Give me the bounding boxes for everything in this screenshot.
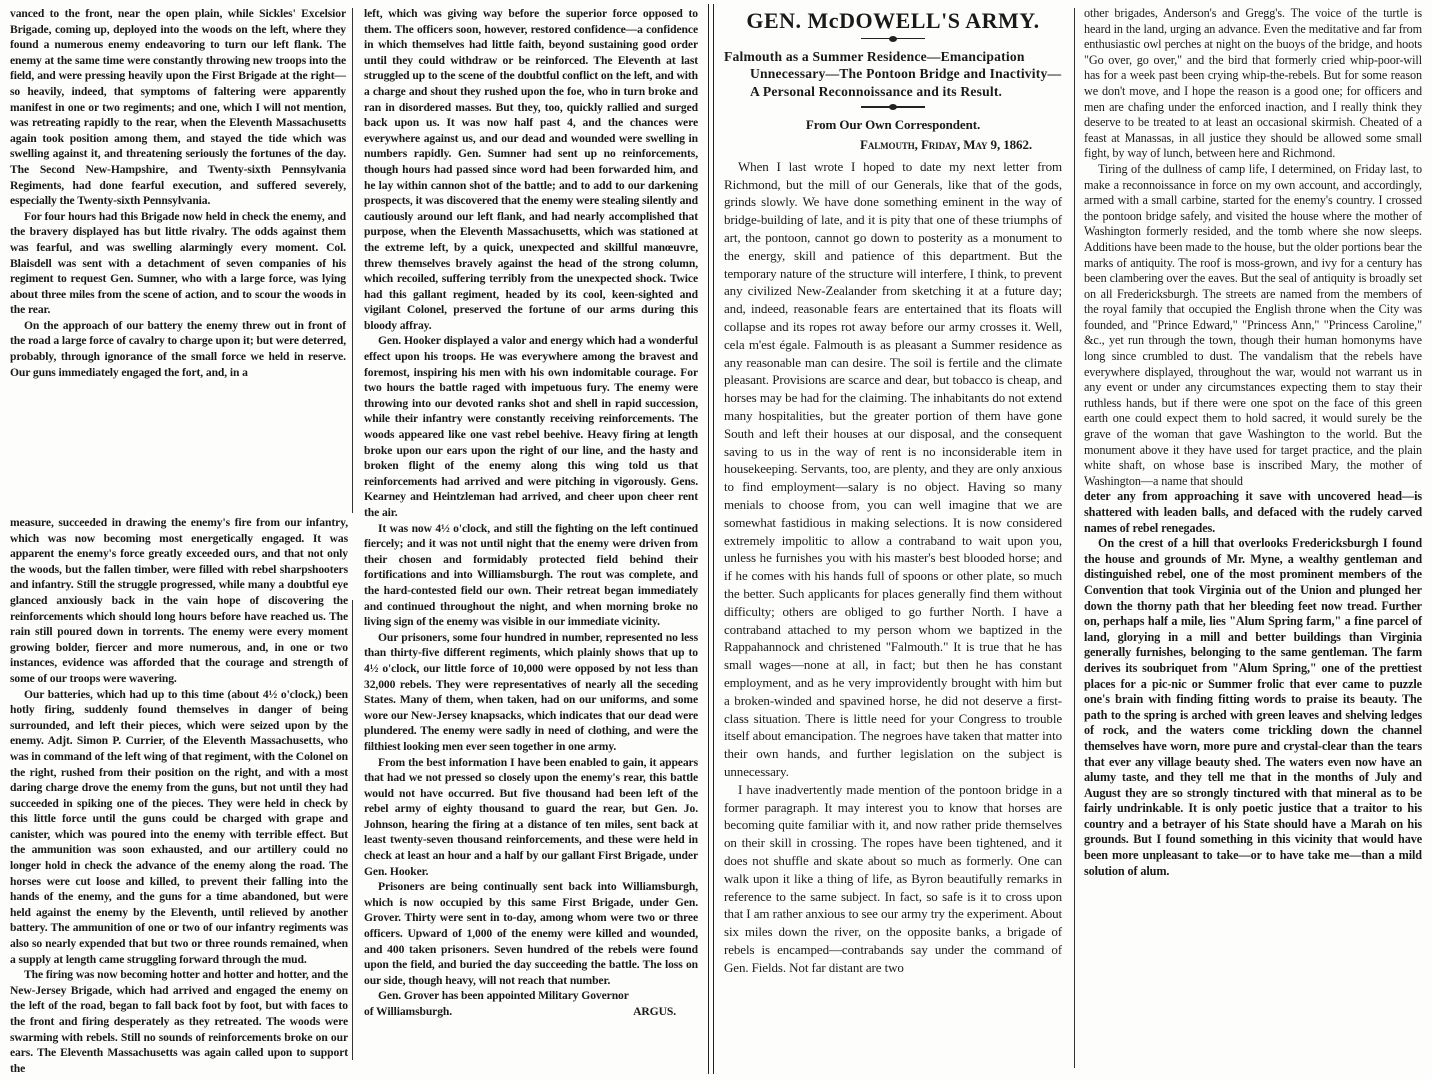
paragraph: Prisoners are being continually sent back into Williamsburgh, which is now occupied by this same First Brigade, under Gen. Grover. Thirty were sent in to-day, among whom were two or three officers. Upward of 1,000 of the enemy were killed and wounded, and 400 taken prisoners. Seven hundred of the rebels were found upon the field, and buried the day succeeding the battle. The loss on our side, though heavy, will not reach that number. [364, 880, 698, 987]
column-divider [1074, 8, 1075, 1068]
dateline: Falmouth, Friday, May 9, 1862. [860, 137, 1032, 153]
paragraph: On the crest of a hill that overlooks Fredericksburgh I found the house and grounds of Mr. Myne, a wealthy gentleman and distinguished rebel, one of the most prominent members of the Convention that took Virginia out of the Union and plunged her down the thorny path that her bleeding feet now tread. Further on, perhaps half a mile, lies "Alum Spring farm," a fine parcel of land, glorying in a mill and better buildings than Virginia generally furnishes, belonging to the same gentleman. The farm derives its soubriquet from "Alum Spring," one of the prettiest places for a pic-nic or Summer frolic that ever came to puzzle one's brain with finding fitting words to praise its beauty. The path to the spring is arched with green leaves and shelving ledges of rock, and the waters come trickling down the channel themselves have worn, more pure and crystal-clear than the tears that ever any village beauty shed. The waters even now have an alumy taste, and they tell me that in the months of July and August they are so strongly tinctured with that mineral as to be fairly undrinkable. It is only poetic justice that a traitor to his country and a betrayer of his State should have a Marah on his grounds. But I found something in this vicinity that would have been more unpleasant to take—or to have take me—than a mild solution of alum. [1084, 536, 1422, 878]
paragraph: It was now 4½ o'clock, and still the fighting on the left continued fiercely; and it was not until night that the enemy were driven from their chosen and formidably protected field behind their fortifications and into Williamsburgh. The rout was complete, and the hard-contested field our own. Their retreat began immediately and continued throughout the night, and when morning broke no living sign of the enemy was visible in our immediate vicinity. [364, 521, 698, 629]
paragraph: deter any from approaching it save with uncovered head—is shattered with leaden balls, and defaced with the rudely carved names of rebel renegades. [1084, 489, 1422, 535]
article-subheadline: Falmouth as a Summer Residence—Emancipation Unnecessary—The Pontoon Bridge and Inactivity—A Personal Reconnoissance and its Result. [724, 48, 1062, 99]
column-3 [724, 6, 1062, 977]
column-1-lower [10, 515, 348, 1076]
column-divider-double [708, 4, 714, 1074]
column-1-upper [10, 6, 346, 380]
paragraph: vanced to the front, near the open plain, while Sickles' Excelsior Brigade, coming up, deployed into the woods on the left, where they found a numerous enemy endeavoring to turn our left flank. The enemy at the same time were constantly throwing new troops into the field, and were pressing heavily upon the First Brigade at the right—so heavily, indeed, that symptoms of faltering were apparently manifest in one or two regiments; and one, which I will not mention, was retreating rapidly to the rear, when the Eleventh Massachusetts again took position among them, and stayed the tide which was swelling against it, and threatening seriously the fortunes of the day. The Second New-Hampshire, and Twenty-sixth Pennsylvania Regiments, had done fearful execution, and suffered severely, especially the Twenty-sixth Pennsylvania. [10, 7, 346, 208]
author-signature: ARGUS. [633, 1005, 676, 1018]
paragraph: When I last wrote I hoped to date my next letter from Richmond, but the mill of our Generals, like that of the gods, grinds slowly. We have done something eminent in the way of bridge-building of late, and it is pity that one of these triumphs of art, the pontoon, cannot go down to posterity as a monument to the energy, skill and patience of this department. But the temporary nature of the structure will interfere, I think, to prevent any civilized New-Zealander from sketching it at a future day; and, indeed, reasonable fears are entertained that its floats will collapse and its ropes rot away before our army crosses it. Well, cela m'est égale. Falmouth is as pleasant a Summer residence as any reasonable man can desire. The soil is fertile and the climate pleasant. Provisions are scarce and dear, but tobacco is cheap, and horses may be had for the claiming. The inhabitants do not extend many hospitalities, but the greater portion of them have gone South and left their houses at our disposal, and the consequent saving to us in the way of rent is no inconsiderable item in housekeeping. Servants, too, are plenty, and they are only anxious to find employment—salary is no object. Having so many menials to choose from, you can well imagine that we are somewhat fastidious in making selections. It is now considered extremely impolitic to allow a contraband to wait upon you, unless he furnishes you with his master's best blooded horse; and if he comes with his hands full of spoons or other plate, so much the better. Such applicants for places generally find them without difficulty; others are obliged to go further North. I have a contraband attached to my person whom we baptized in the Rappahannock and christened "Falmouth." It is true that he has small wages—none at all, in fact; but then he has constant employment, and as he very improvidently brought with him but a broken-winded and spavined horse, he did not deserve a first-class situation. There is little need for your Congress to trouble itself about emancipation. The negroes have taken that matter into their own hands, and further legislation on the subject is unnecessary. [724, 158, 1062, 779]
paragraph: measure, succeeded in drawing the enemy's fire from our infantry, which was now becoming most energetically engaged. It was apparent the enemy's force greatly exceeded ours, and that not only the woods, but the fallen timber, were filled with rebel sharpshooters and infantry. Still the struggle progressed, while many a doubtful eye glanced anxiously back in the vain hope of discovering the reinforcements which should long hours before have reached us. The rain still poured down in torrents. The enemy were every moment growing bolder, fiercer and more numerous, and, in one or two instances, evidence was afforded that the courage and strength of some of our troops were wavering. [10, 516, 348, 685]
paragraph: Tiring of the dullness of camp life, I determined, on Friday last, to make a reconnoissance in force on my own account, and accordingly, armed with a small carbine, started for the enemy's country. I crossed the pontoon bridge safely, and visited the house where the mother of Washington formerly resided, and the tomb where she now sleeps. Additions have been made to the house, but the older portions bear the marks of antiquity. The roof is moss-grown, and ivy for a century has been clambering over the eaves. But the seal of antiquity is broadly set on all Fredericksburgh. The streets are named from the members of the royal family that occupied the English throne when the City was founded, and "Prince Edward," "Princess Ann," "Princess Caroline," &c., yet run through the town, though their human homonyms have long since crumbled to dust. The vandalism that the rebels have everywhere displayed, throughout the war, would not warrant us in any event or under any circumstances expecting them to stay their ruthless hands, but if there were one spot on the face of this green earth one could expect them to hold sacred, it would surely be the grave of the woman that gave Washington to the world. But the monument above it they have used for target practice, and the plain white shaft, on whose base is inscribed Mary, the mother of Washington—a name that should [1084, 161, 1422, 488]
byline: From Our Own Correspondent. [805, 117, 981, 133]
paragraph: From the best information I have been enabled to gain, it appears that had we not pressed so closely upon the enemy's rear, this battle would not have occurred. But five thousand had been left of the rebel army of eighty thousand to guard the rear, but Gen. Jo. Johnson, hearing the firing at a distance of ten miles, sent back at least twenty-seven thousand reinforcements, and these were held in check at least an hour and a half by our gallant First Brigade, under Gen. Hooker. [364, 755, 698, 878]
paragraph: other brigades, Anderson's and Gregg's. The voice of the turtle is heard in the land, urging an advance. Even the meditative and far from enthusiastic owl perches at night on the buoys of the bridge, and hoots "Go over, go over," and the bird that formerly cried whip-poor-will has for a week past been crying whip-the-rebels. But for some reason we don't move, and I hope the reason is a good one; for officers and men are chafing under the enforced inaction, and I really think they deserve to be treated to at least an occasional skirmish. Cheated of a feast at Manassas, in all justice they should be allowed some small fight, by way of lunch, between here and Richmond. [1084, 6, 1422, 161]
paragraph: Gen. Grover has been appointed Military Governor [378, 989, 629, 1003]
ornamental-rule [861, 104, 925, 110]
ornamental-rule [861, 36, 925, 42]
column-2 [364, 6, 698, 1020]
paragraph: On the approach of our battery the enemy threw out in front of the road a large force of cavalry to charge upon it; but were deterred, probably, through ignorance of the small force we held in reserve. Our guns immediately engaged the fort, and, in a [10, 318, 346, 379]
paragraph: Our batteries, which had up to this time (about 4½ o'clock,) been hotly firing, suddenly found themselves in danger of being surrounded, and left their pieces, which were seized upon by the enemy. Adjt. Simon P. Currier, of the Eleventh Massachusetts, who was in command of the left wing of that regiment, with the Colonel on the right, rushed from their position on the right, and with a most daring charge drove the enemy from the guns, but not until they had succeeded in spiking one of the pieces. They were held in check by this little force until the guns could be charged with grape and canister, which was poured into the enemy with terrible effect. But the ammunition was soon exhausted, and our artillery could no longer hold in check the advance of the enemy along the road. The horses were cut loose and killed, to prevent their falling into the hands of the enemy, and the guns for a time abandoned, but were held against the enemy by the Eleventh, until relieved by another battery. The ammunition of one or two of our infantry regiments was also so nearly expended that but two or three rounds remained, when a supply at length came struggling forward through the mud. [10, 687, 348, 966]
paragraph: left, which was giving way before the superior force opposed to them. The officers soon, however, restored confidence—a confidence in which themselves had little faith, beyond sustaining good order until they could withdraw or be reinforced. The Eleventh at last struggled up to the scene of the doubtful conflict on the left, and with a charge and shout they rushed upon the foe, who in turn broke and ran in disordered masses. But they, too, quickly rallied and surged back upon us. It was now half past 4, and the chances were everywhere against us, and our dead and wounded were swelling in numbers rapidly. Gen. Sumner had sent up no reinforcements, though hours had passed since word had been forwarded him, and he lay within cannon shot of the battle; and to add to our darkening prospects, it was discovered that the enemy were stealing silently and cautiously around our left flank, and had nearly accomplished that purpose, when the Eleventh Massachusetts, which was stationed at the extreme left, by a quick, unexpected and skillful manœuvre, threw themselves bravely against the head of the strong column, which recoiled, suffering terribly from the unexpected shock. Twice had this gallant regiment, headed by its cool, keen-sighted and vigilant Colonel, preserved the fortune of our arms during this bloody affray. [364, 7, 698, 332]
article-headline: GEN. McDOWELL'S ARMY. [746, 8, 1040, 33]
paragraph: Our prisoners, some four hundred in number, represented no less than thirty-five different regiments, which plainly shows that up to 4½ o'clock, our little force of 10,000 were opposed by not less than 32,000 rebels. They were representatives of nearly all the seceding States. Many of them, when taken, had on our uniforms, and some wore our New-Jersey knapsacks, which indicates that our dead were plundered. The enemy were sadly in need of clothing, and were the filthiest looking men ever seen together in one army. [364, 630, 698, 753]
paragraph: Gen. Hooker displayed a valor and energy which had a wonderful effect upon his troops. He was everywhere among the bravest and foremost, inspiring his men with his own indomitable courage. For two hours the battle raged with impetuous fury. The enemy were throwing into our devoted ranks shot and shell in rapid succession, while their infantry were constantly receiving reinforcements. The woods appeared like one vast rebel beehive. Heavy firing at length broke upon our ears upon the right of our line, and the hasty and broken flight of the enemy along this wing told us that reinforcements had arrived and were pitching in vigorously. Gens. Kearney and Heintzleman had arrived, and cheer upon cheer rent the air. [364, 334, 698, 519]
paragraph: I have inadvertently made mention of the pontoon bridge in a former paragraph. It may interest you to know that horses are becoming quite familiar with it, and now rather pride themselves on their skill in crossing. The ropes have been tightened, and it does not shuffle and skate about so much as formerly. One can walk upon it like a thing of life, as Byron beautifully remarks in reference to the same subject. In fact, so safe is it to cross upon that I am rather anxious to see our army try the experiment. About six miles down the river, on the opposite banks, a brigade of rebels is encamped—contrabands say under the command of Gen. Fields. Not far distant are two [724, 781, 1062, 975]
column-divider [352, 8, 353, 513]
column-4 [1084, 6, 1422, 879]
signature-row [364, 1004, 698, 1020]
paragraph: For four hours had this Brigade now held in check the enemy, and the bravery displayed has but little rivalry. The odds against them was fearful, and was swelling alarmingly every moment. Col. Blaisdell was sent with a detachment of seven companies of his regiment to request Gen. Sumner, who with a large force, was lying about three miles from the scene of action, and to scour the woods in the rear. [10, 209, 346, 317]
closing-line: of Williamsburgh. [364, 1005, 453, 1018]
column-divider [352, 600, 353, 1060]
paragraph: The firing was now becoming hotter and hotter and hotter, and the New-Jersey Brigade, which had arrived and engaged the enemy on the left of the road, began to fall back foot by foot, but with faces to the front and firing desperately as they retreated. The woods were swarming with rebels. Still no sounds of reinforcements broke on our ears. The Eleventh Massachusetts was again called upon to support the [10, 968, 348, 1075]
